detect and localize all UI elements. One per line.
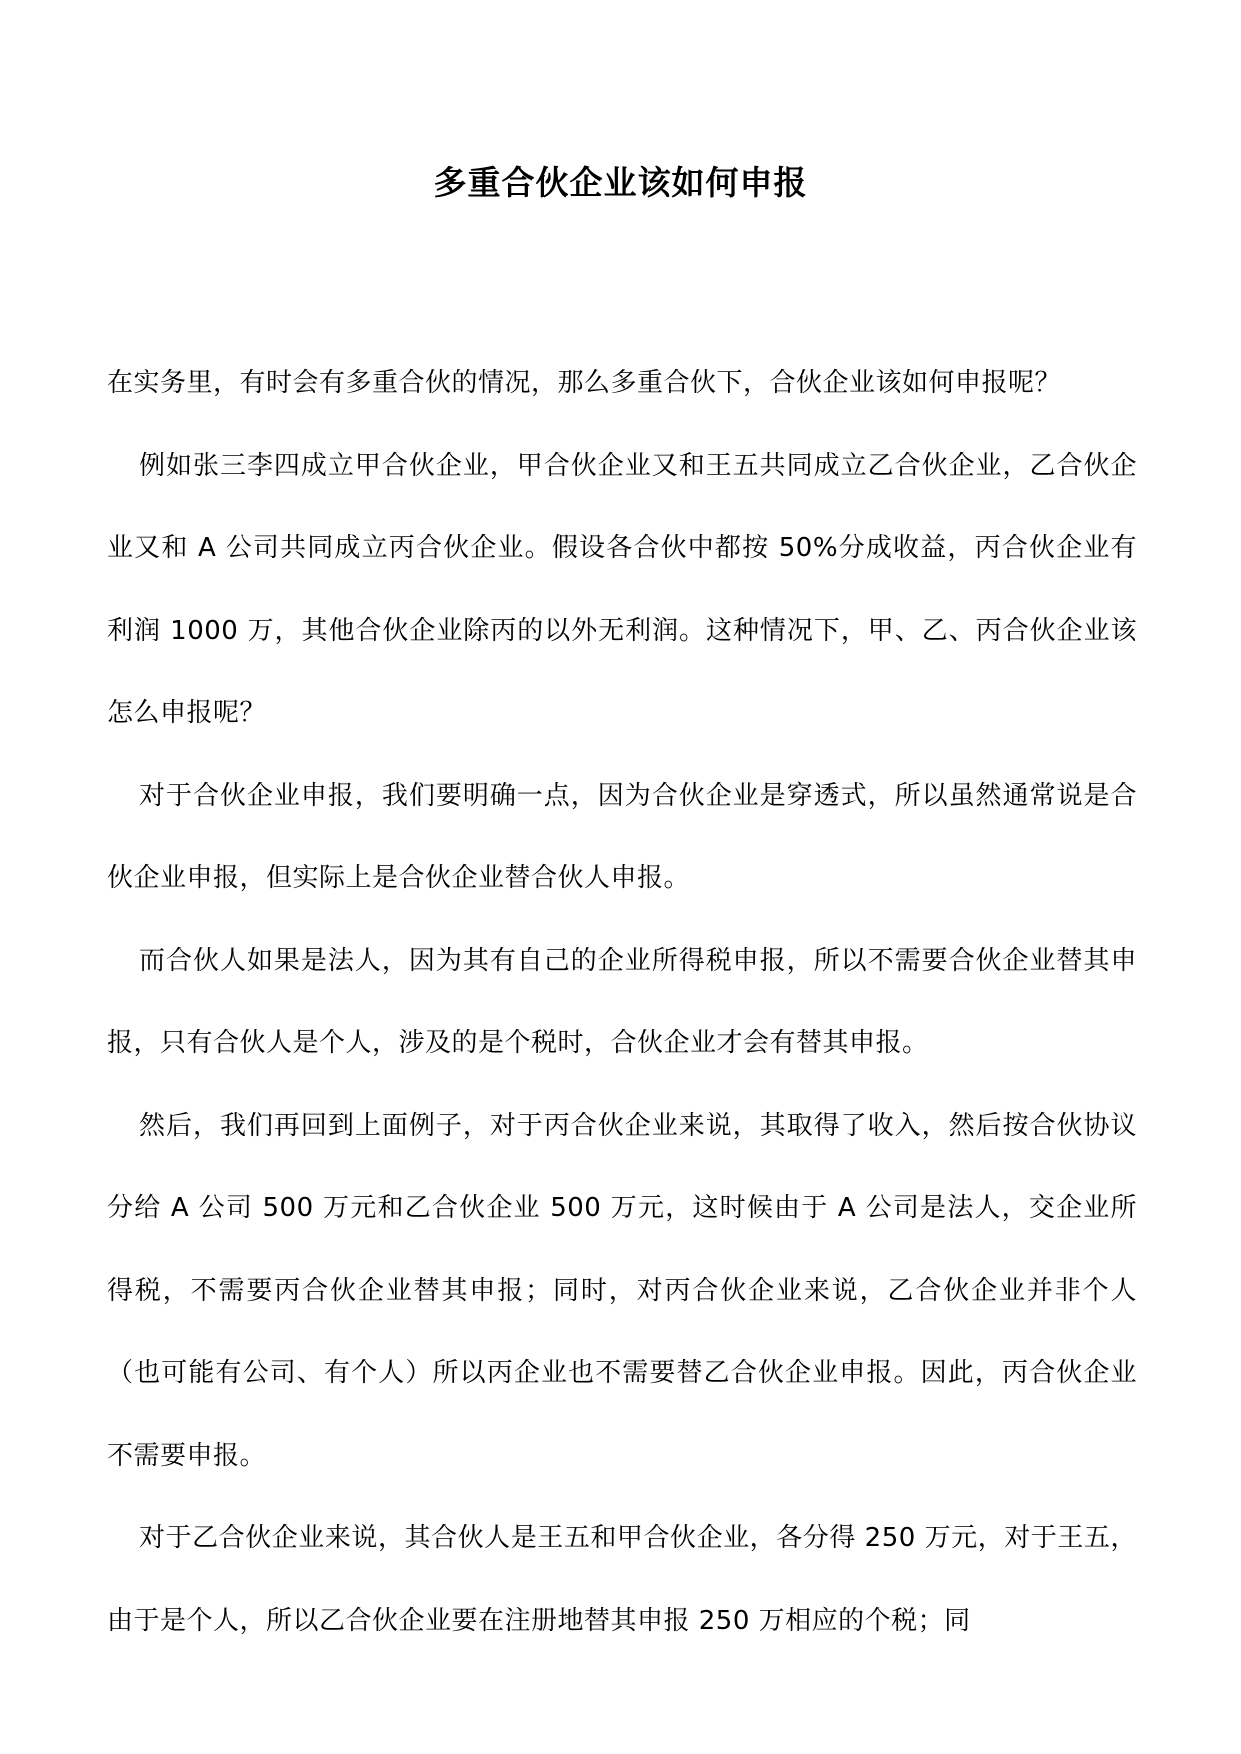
paragraph-intro: 在实务里，有时会有多重合伙的情况，那么多重合伙下，合伙企业该如何申报呢？ — [107, 368, 1062, 398]
paragraph-yi-analysis: 对于乙合伙企业来说，其合伙人是王五和甲合伙企业，各分得 250 万元，对于王五，由于是个人，所以乙合伙企业要在注册地替其申报 250 万相应的个税；同 — [107, 1523, 1137, 1636]
paragraph-bing-analysis: 然后，我们再回到上面例子，对于丙合伙企业来说，其取得了收入，然后按合伙协议分给 A 公司 500 万元和乙合伙企业 500 万元，这时候由于 A 公司是法人，交企业所得税，不需要丙合伙企业替其申报；同时，对丙合伙企业来说，乙合伙企业并非个人（也可能有公司、有个人）所以丙企业也不需要替乙合伙企业申报。因此，丙合伙企业不需要申报。 — [107, 1110, 1137, 1471]
paragraph-pass-through: 对于合伙企业申报，我们要明确一点，因为合伙企业是穿透式，所以虽然通常说是合伙企业申报，但实际上是合伙企业替合伙人申报。 — [107, 780, 1137, 893]
document-title: 多重合伙企业该如何申报 — [433, 163, 808, 202]
paragraph-legal-person: 而合伙人如果是法人，因为其有自己的企业所得税申报，所以不需要合伙企业替其申报，只有合伙人是个人，涉及的是个税时，合伙企业才会有替其申报。 — [107, 945, 1137, 1058]
paragraph-example: 例如张三李四成立甲合伙企业，甲合伙企业又和王五共同成立乙合伙企业，乙合伙企业又和 A 公司共同成立丙合伙企业。假设各合伙中都按 50%分成收益，丙合伙企业有利润 1000 万，其他合伙企业除丙的以外无利润。这种情况下，甲、乙、丙合伙企业该怎么申报呢？ — [107, 450, 1137, 728]
document-body — [107, 342, 1137, 1662]
